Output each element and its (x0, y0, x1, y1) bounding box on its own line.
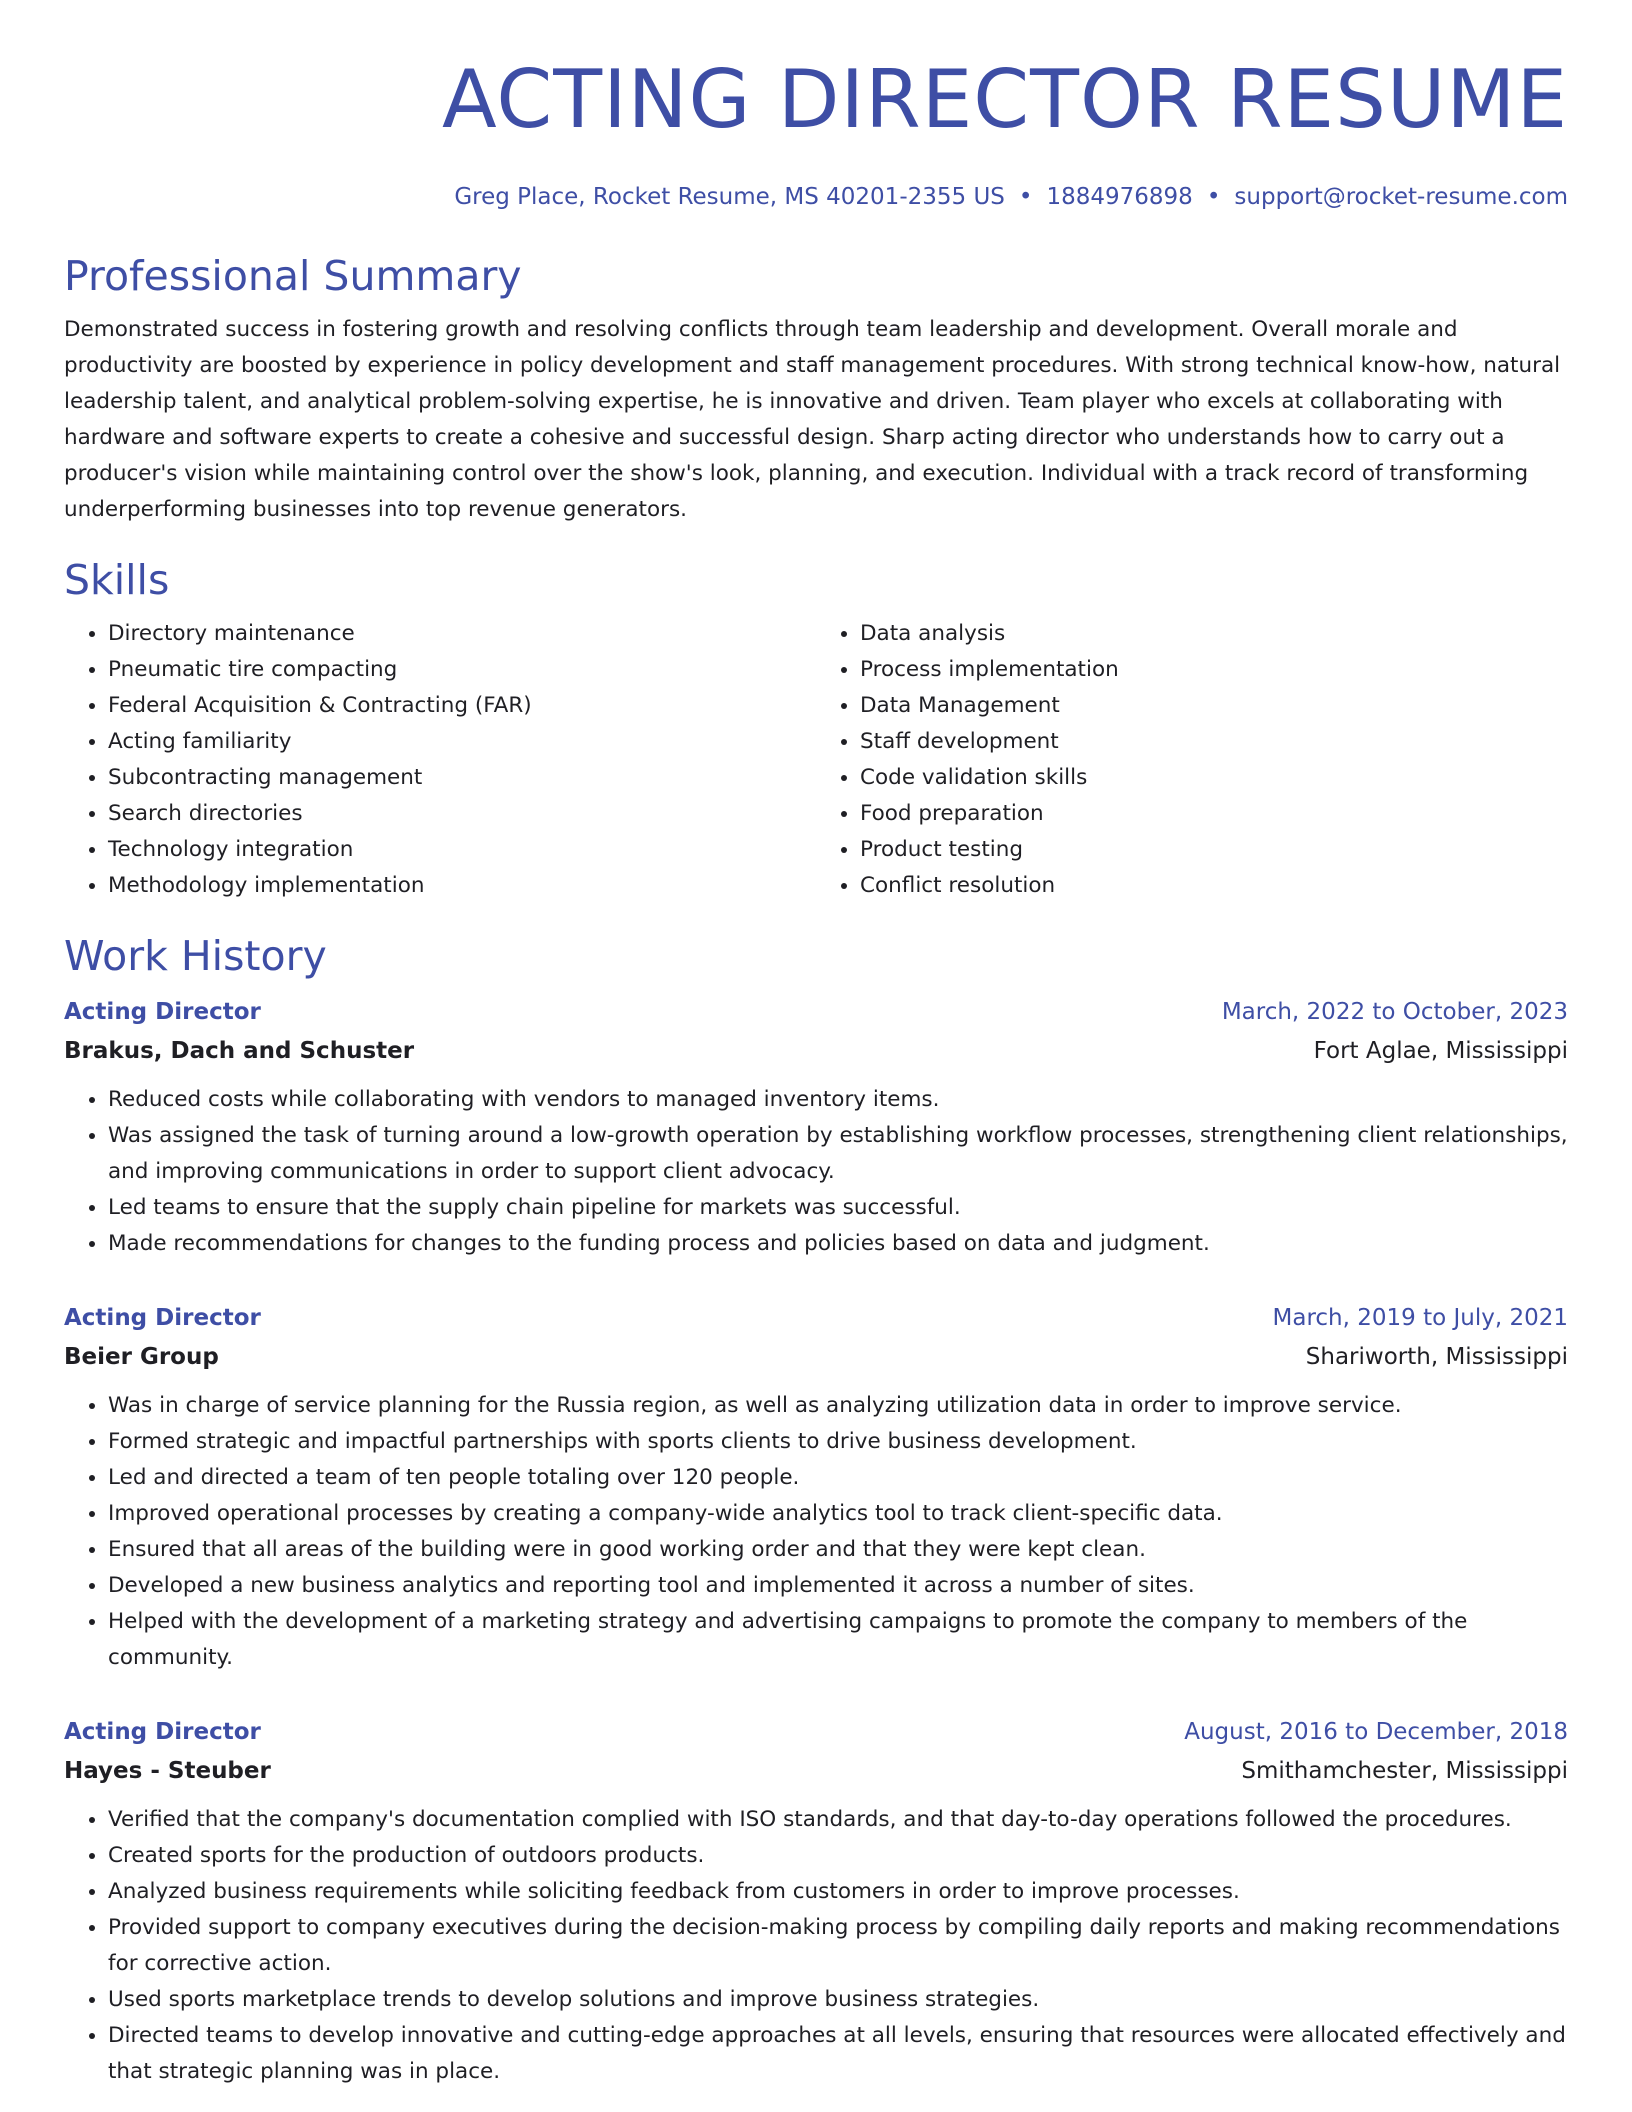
job-title-row (64, 1298, 1568, 1338)
work-history-section (64, 930, 1568, 2090)
resume-header (64, 52, 1568, 212)
job-bullet: • Improved operational processes by creating a company-wide analytics tool to track client-specific data. (108, 1496, 1568, 1532)
skill-item: • Data analysis (860, 616, 1568, 652)
job-bullet: • Developed a new business analytics and reporting tool and implemented it across a number of sites. (108, 1568, 1568, 1604)
skill-item: • Conflict resolution (860, 868, 1568, 904)
job-bullet: • Used sports marketplace trends to develop solutions and improve business strategies. (108, 1982, 1568, 2018)
job-bullet: • Helped with the development of a marketing strategy and advertising campaigns to promote the company to members of the community. (108, 1604, 1568, 1676)
job-bullet: • Created sports for the production of outdoors products. (108, 1838, 1568, 1874)
job-entry (64, 992, 1568, 1262)
skills-heading: Skills (64, 556, 170, 604)
skill-item: • Acting familiarity (108, 724, 816, 760)
contact-address: Greg Place, Rocket Resume, MS 40201-2355 US (454, 184, 1005, 210)
contact-line (64, 182, 1568, 212)
skills-list-right (816, 616, 1568, 904)
job-bullets (64, 1082, 1568, 1262)
job-company-row (64, 1338, 1568, 1376)
job-dates: March, 2019 to July, 2021 (1272, 1305, 1568, 1331)
job-bullet: • Analyzed business requirements while soliciting feedback from customers in order to improve processes. (108, 1874, 1568, 1910)
skill-item: • Pneumatic tire compacting (108, 652, 816, 688)
skill-item: • Federal Acquisition & Contracting (FAR) (108, 688, 816, 724)
summary-heading: Professional Summary (64, 252, 522, 300)
job-dates: August, 2016 to December, 2018 (1184, 1719, 1568, 1745)
skill-item: • Technology integration (108, 832, 816, 868)
job-location: Smithamchester, Mississippi (1241, 1758, 1568, 1784)
skills-section (64, 554, 1568, 904)
job-title: Acting Director (64, 999, 261, 1025)
job-title: Acting Director (64, 1305, 261, 1331)
company-name: Beier Group (64, 1344, 219, 1370)
job-dates: March, 2022 to October, 2023 (1221, 999, 1568, 1025)
skill-item: • Methodology implementation (108, 868, 816, 904)
company-name: Brakus, Dach and Schuster (64, 1038, 415, 1064)
job-bullet: • Ensured that all areas of the building were in good working order and that they were kept clean. (108, 1532, 1568, 1568)
skill-item: • Directory maintenance (108, 616, 816, 652)
work-history-heading: Work History (64, 932, 327, 980)
job-title-row (64, 992, 1568, 1032)
skill-item: • Process implementation (860, 652, 1568, 688)
contact-separator: • (1018, 184, 1033, 210)
job-company-row (64, 1032, 1568, 1070)
job-bullets (64, 1388, 1568, 1676)
job-bullet: • Made recommendations for changes to the funding process and policies based on data and judgment. (108, 1226, 1568, 1262)
skill-item: • Subcontracting management (108, 760, 816, 796)
skill-item: • Food preparation (860, 796, 1568, 832)
job-bullet: • Provided support to company executives during the decision-making process by compiling daily reports and making recommendations for corrective action. (108, 1910, 1568, 1982)
job-bullet: • Led and directed a team of ten people totaling over 120 people. (108, 1460, 1568, 1496)
job-entry (64, 1712, 1568, 2090)
job-bullets (64, 1802, 1568, 2090)
job-bullet: • Was assigned the task of turning around a low-growth operation by establishing workflow processes, strengthening client relationships, and improving communications in order to support client advocacy. (108, 1118, 1568, 1190)
job-bullet: • Reduced costs while collaborating with vendors to managed inventory items. (108, 1082, 1568, 1118)
contact-separator: • (1206, 184, 1221, 210)
skill-item: • Search directories (108, 796, 816, 832)
skill-item: • Code validation skills (860, 760, 1568, 796)
job-title-row (64, 1712, 1568, 1752)
summary-section (64, 250, 1568, 528)
summary-text: Demonstrated success in fostering growth and resolving conflicts through team leadership and development. Overall morale and productivity are boosted by experience in policy development and staff management procedures. With strong technical know-how, natural leadership talent, and analytical problem-solving expertise, he is innovative and driven. Team player who excels at collaborating with hardware and software experts to create a cohesive and successful design. Sharp acting director who understands how to carry out a producer's vision while maintaining control over the show's look, planning, and execution. Individual with a track record of transforming underperforming businesses into top revenue generators. (64, 317, 1561, 522)
job-location: Fort Aglae, Mississippi (1313, 1038, 1568, 1064)
job-bullet: • Verified that the company's documentation complied with ISO standards, and that day-to-day operations followed the procedures. (108, 1802, 1568, 1838)
job-location: Shariworth, Mississippi (1305, 1344, 1568, 1370)
contact-email: support@rocket-resume.com (1234, 184, 1568, 210)
job-entry (64, 1298, 1568, 1676)
company-name: Hayes - Steuber (64, 1758, 271, 1784)
job-bullet: • Formed strategic and impactful partnerships with sports clients to drive business development. (108, 1424, 1568, 1460)
skills-list-left (64, 616, 816, 904)
skill-item: • Staff development (860, 724, 1568, 760)
skill-item: • Data Management (860, 688, 1568, 724)
skills-grid (64, 616, 1568, 904)
job-bullet: • Directed teams to develop innovative and cutting-edge approaches at all levels, ensuring that resources were allocated effectively and that strategic planning was in place. (108, 2018, 1568, 2090)
job-bullet: • Was in charge of service planning for the Russia region, as well as analyzing utilization data in order to improve service. (108, 1388, 1568, 1424)
job-company-row (64, 1752, 1568, 1790)
skill-item: • Product testing (860, 832, 1568, 868)
contact-phone: 1884976898 (1046, 184, 1193, 210)
document-title: ACTING DIRECTOR RESUME (442, 53, 1568, 146)
job-title: Acting Director (64, 1719, 261, 1745)
job-bullet: • Led teams to ensure that the supply chain pipeline for markets was successful. (108, 1190, 1568, 1226)
